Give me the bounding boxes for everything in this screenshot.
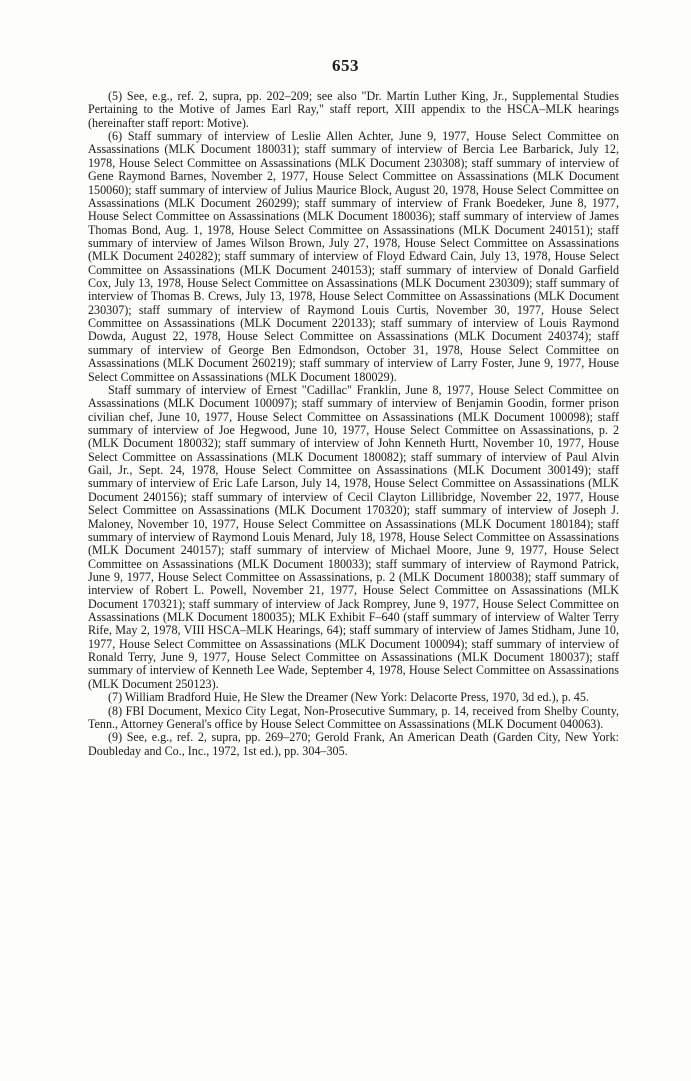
footnote-8: (8) FBI Document, Mexico City Legat, Non-Prosecutive Summary, p. 14, received from Shelby County, Tenn., Attorney General's office by House Select Committee on Assassinations (MLK Document 040063).: [88, 703, 619, 731]
footnotes-body: [88, 90, 619, 758]
footnote-5: (5) See, e.g., ref. 2, supra, pp. 202–209; see also "Dr. Martin Luther King, Jr., Supplemental Studies Pertaining to the Motive of James Earl Ray," staff report, XIII appendix to the HSCA–MLK hearings (hereinafter staff report: Motive).: [88, 89, 619, 130]
footnote-7: (7) William Bradford Huie, He Slew the Dreamer (New York: Delacorte Press, 1970, 3d ed.), p. 45.: [108, 690, 589, 705]
footnote-6: (6) Staff summary of interview of Leslie Allen Achter, June 9, 1977, House Select Committee on Assassinations (MLK Document 180031); staff summary of interview of Bercia Lee Barbarick, July 12, 1978, House Select Committee on Assassinations (MLK Document 230308); staff summary of interview of Gene Raymond Barnes, November 2, 1977, House Select Committee on Assassinations (MLK Document 150060); staff summary of interview of Julius Maurice Block, August 20, 1978, House Select Committee on Assassinations (MLK Document 260299); staff summary of interview of Frank Boedeker, June 8, 1977, House Select Committee on Assassinations (MLK Document 180036); staff summary of interview of James Thomas Bond, Aug. 1, 1978, House Select Committee on Assassinations (MLK Document 240151); staff summary of interview of James Wilson Brown, July 27, 1978, House Select Committee on Assassinations (MLK Document 240282); staff summary of interview of Floyd Edward Cain, July 13, 1978, House Select Committee on Assassinations (MLK Document 240153); staff summary of interview of Donald Garfield Cox, July 13, 1978, House Select Committee on Assassinations (MLK Document 230309); staff summary of interview of Thomas B. Crews, July 13, 1978, House Select Committee on Assassinations (MLK Document 230307); staff summary of interview of Raymond Louis Curtis, November 30, 1977, House Select Committee on Assassinations (MLK Document 220133); staff summary of interview of Louis Raymond Dowda, August 22, 1978, House Select Committee on Assassinations (MLK Document 240374); staff summary of interview of George Ben Edmondson, October 31, 1978, House Select Committee on Assassinations (MLK Document 260219); staff summary of interview of Larry Foster, June 9, 1977, House Select Committee on Assassinations (MLK Document 180029).: [88, 129, 619, 384]
footnote-9: (9) See, e.g., ref. 2, supra, pp. 269–270; Gerold Frank, An American Death (Garden City, New York: Doubleday and Co., Inc., 1972, 1st ed.), pp. 304–305.: [88, 730, 619, 758]
footnote-6-continued: Staff summary of interview of Ernest "Cadillac" Franklin, June 8, 1977, House Select Committee on Assassinations (MLK Document 100097); staff summary of interview of Benjamin Goodin, former prison civilian chef, June 10, 1977, House Select Committee on Assassinations (MLK Document 100098); staff summary of interview of Joe Hegwood, June 10, 1977, House Select Committee on Assassinations, p. 2 (MLK Document 180032); staff summary of interview of John Kenneth Hurtt, November 10, 1977, House Select Committee on Assassinations (MLK Document 180082); staff summary of interview of Paul Alvin Gail, Jr., Sept. 24, 1978, House Select Committee on Assassinations (MLK Document 300149); staff summary of interview of Eric Lafe Larson, July 14, 1978, House Select Committee on Assassinations (MLK Document 240156); staff summary of interview of Cecil Clayton Lillibridge, November 22, 1977, House Select Committee on Assassinations (MLK Document 170320); staff summary of interview of Joseph J. Maloney, November 10, 1977, House Select Committee on Assassinations (MLK Document 180184); staff summary of interview of Raymond Louis Menard, July 18, 1978, House Select Committee on Assassinations (MLK Document 240157); staff summary of interview of Michael Moore, June 9, 1977, House Select Committee on Assassinations (MLK Document 180033); staff summary of interview of Raymond Patrick, June 9, 1977, House Select Committee on Assassinations, p. 2 (MLK Document 180038); staff summary of interview of Robert L. Powell, November 21, 1977, House Select Committee on Assassinations (MLK Document 170321); staff summary of interview of Jack Romprey, June 9, 1977, House Select Committee on Assassinations (MLK Document 180035); MLK Exhibit F–640 (staff summary of interview of Walter Terry Rife, May 2, 1978, VIII HSCA–MLK Hearings, 64); staff summary of interview of James Stidham, June 10, 1977, House Select Committee on Assassinations (MLK Document 100094); staff summary of interview of Ronald Terry, June 9, 1977, House Select Committee on Assassinations (MLK Document 180037); staff summary of interview of Kenneth Lee Wade, September 4, 1978, House Select Committee on Assassinations (MLK Document 250123).: [88, 382, 619, 691]
page-number: 653: [332, 56, 359, 75]
